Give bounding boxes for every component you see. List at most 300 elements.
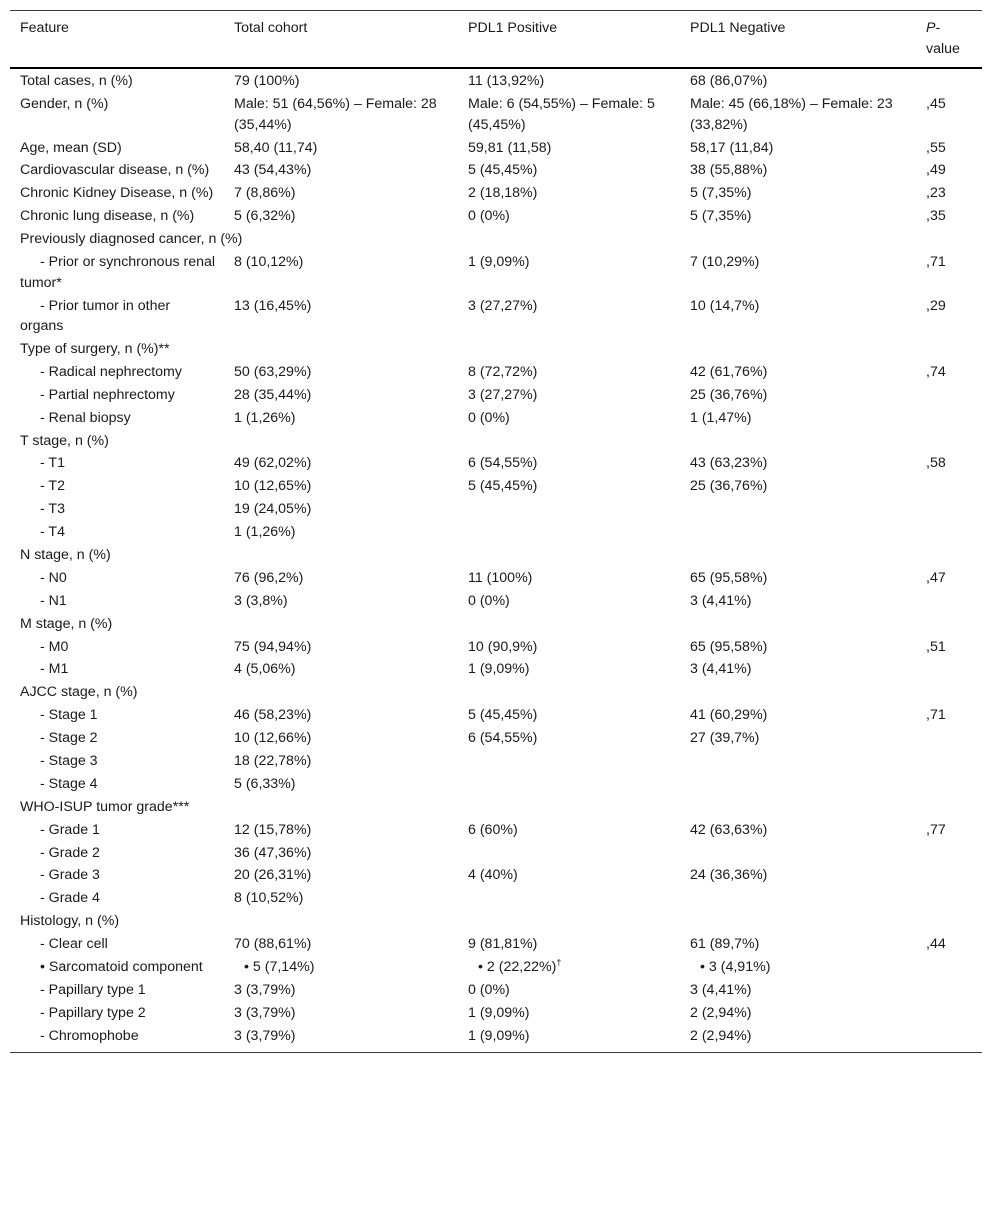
pdl1-positive-cell	[458, 842, 680, 865]
p-value-cell	[916, 1025, 982, 1053]
feature-cell-text: - Prior or synchronous renal tumor*	[20, 254, 216, 291]
feature-cell	[10, 498, 224, 521]
feature-cell	[10, 796, 224, 819]
total-cohort-cell-text: 20 (26,31%)	[234, 867, 312, 884]
table-row	[10, 498, 982, 521]
header-pdl1-negative: PDL1 Negative	[690, 20, 786, 36]
total-cohort-cell-text: 8 (10,52%)	[234, 890, 304, 907]
total-cohort-cell-text: 43 (54,43%)	[234, 162, 312, 179]
total-cohort-cell-text: 5 (6,33%)	[234, 775, 296, 792]
pdl1-negative-cell-text: 1 (1,47%)	[690, 409, 752, 426]
total-cohort-cell-text: 70 (88,61%)	[234, 936, 312, 953]
p-value-cell	[916, 475, 982, 498]
patient-characteristics-table	[10, 10, 982, 1053]
pdl1-negative-cell	[680, 636, 916, 659]
table-row	[10, 361, 982, 384]
total-cohort-cell	[224, 452, 458, 475]
total-cohort-cell	[224, 956, 458, 979]
pdl1-positive-cell	[458, 681, 680, 704]
feature-cell-text: - Prior tumor in other organs	[20, 297, 171, 335]
feature-cell-text: - T3	[40, 501, 65, 518]
p-value-cell	[916, 933, 982, 956]
feature-cell-text: - Clear cell	[40, 936, 108, 953]
pdl1-positive-cell-text: 0 (0%)	[468, 592, 510, 609]
pdl1-positive-cell	[458, 636, 680, 659]
pdl1-negative-cell-text: 25 (36,76%)	[690, 386, 768, 403]
p-value-cell	[916, 796, 982, 819]
table-row	[10, 159, 982, 182]
p-value-cell	[916, 544, 982, 567]
total-cohort-cell	[224, 182, 458, 205]
total-cohort-cell	[224, 613, 458, 636]
feature-cell-text: • Sarcomatoid component	[40, 959, 203, 976]
pdl1-negative-cell-text: 42 (63,63%)	[690, 821, 768, 838]
p-value-cell-text: ,74	[926, 363, 946, 380]
p-value-cell	[916, 93, 982, 136]
p-value-cell	[916, 68, 982, 93]
total-cohort-cell-text: 13 (16,45%)	[234, 297, 312, 314]
pdl1-positive-cell	[458, 452, 680, 475]
pdl1-positive-cell	[458, 251, 680, 294]
total-cohort-cell-text: 28 (35,44%)	[234, 386, 312, 403]
feature-cell-text: - Stage 3	[40, 753, 98, 770]
table-row	[10, 137, 982, 160]
total-cohort-cell	[224, 681, 458, 704]
pdl1-positive-cell	[458, 613, 680, 636]
table-row	[10, 251, 982, 294]
pdl1-positive-cell-text: 6 (54,55%)	[468, 455, 538, 472]
pdl1-negative-cell-text: 65 (95,58%)	[690, 638, 768, 655]
total-cohort-cell	[224, 727, 458, 750]
table-row	[10, 93, 982, 136]
table-row	[10, 475, 982, 498]
feature-cell-text: Histology, n (%)	[20, 913, 120, 930]
feature-cell	[10, 956, 224, 979]
pdl1-negative-cell	[680, 544, 916, 567]
footnote-marker: †	[556, 957, 562, 968]
feature-cell-text: - Papillary type 2	[40, 1004, 146, 1021]
p-value-cell	[916, 205, 982, 228]
total-cohort-cell	[224, 251, 458, 294]
pdl1-positive-cell-text: 4 (40%)	[468, 867, 518, 884]
pdl1-negative-cell-text: 61 (89,7%)	[690, 936, 760, 953]
pdl1-positive-cell	[458, 182, 680, 205]
pdl1-negative-cell	[680, 567, 916, 590]
pdl1-positive-cell	[458, 430, 680, 453]
pdl1-positive-cell-text: 1 (9,09%)	[468, 1004, 530, 1021]
pdl1-negative-cell-text: 27 (39,7%)	[690, 730, 760, 747]
pdl1-negative-cell	[680, 864, 916, 887]
pdl1-negative-cell	[680, 407, 916, 430]
pdl1-positive-cell-text: 3 (27,27%)	[468, 386, 538, 403]
feature-cell	[10, 910, 224, 933]
total-cohort-cell-text: 10 (12,66%)	[234, 730, 312, 747]
pdl1-positive-cell-text: 5 (45,45%)	[468, 478, 538, 495]
pdl1-positive-cell	[458, 773, 680, 796]
total-cohort-cell	[224, 475, 458, 498]
table-row	[10, 182, 982, 205]
total-cohort-cell	[224, 819, 458, 842]
pdl1-positive-cell-text: • 2 (22,22%)	[478, 959, 557, 976]
total-cohort-cell	[224, 93, 458, 136]
feature-cell	[10, 636, 224, 659]
pdl1-positive-cell	[458, 933, 680, 956]
pdl1-negative-cell	[680, 1025, 916, 1053]
total-cohort-cell-text: 36 (47,36%)	[234, 844, 312, 861]
pdl1-negative-cell-text: 3 (4,41%)	[690, 592, 752, 609]
p-value-cell	[916, 159, 982, 182]
pdl1-negative-cell	[680, 704, 916, 727]
feature-cell	[10, 361, 224, 384]
pdl1-positive-cell	[458, 93, 680, 136]
total-cohort-cell-text: 49 (62,02%)	[234, 455, 312, 472]
feature-cell-text: Total cases, n (%)	[20, 73, 133, 90]
feature-cell	[10, 773, 224, 796]
pdl1-negative-cell	[680, 796, 916, 819]
feature-cell	[10, 384, 224, 407]
pdl1-positive-cell	[458, 159, 680, 182]
feature-cell-text: Age, mean (SD)	[20, 139, 122, 156]
pdl1-positive-cell	[458, 910, 680, 933]
pdl1-positive-cell	[458, 384, 680, 407]
feature-cell	[10, 658, 224, 681]
feature-cell	[10, 567, 224, 590]
pdl1-positive-cell-text: 9 (81,81%)	[468, 936, 538, 953]
feature-cell	[10, 727, 224, 750]
feature-cell-text: Chronic Kidney Disease, n (%)	[20, 185, 214, 202]
table-row	[10, 521, 982, 544]
pdl1-positive-cell-text: 3 (27,27%)	[468, 297, 538, 314]
pdl1-positive-cell-text: 11 (13,92%)	[468, 73, 545, 90]
total-cohort-cell	[224, 658, 458, 681]
p-value-cell-text: ,45	[926, 96, 946, 113]
pdl1-positive-cell	[458, 887, 680, 910]
pdl1-negative-cell-text: 10 (14,7%)	[690, 297, 760, 314]
p-value-cell	[916, 1002, 982, 1025]
total-cohort-cell-text: 58,40 (11,74)	[234, 139, 318, 156]
p-value-cell	[916, 704, 982, 727]
p-value-cell	[916, 681, 982, 704]
header-p-value	[916, 11, 982, 69]
p-value-cell-text: ,29	[926, 297, 946, 314]
total-cohort-cell-text: 1 (1,26%)	[234, 409, 296, 426]
total-cohort-cell-text: 79 (100%)	[234, 73, 300, 90]
feature-cell-text: - Grade 3	[40, 867, 100, 884]
pdl1-negative-cell	[680, 361, 916, 384]
p-value-cell	[916, 956, 982, 979]
section-heading-cell: Previously diagnosed cancer, n (%)	[20, 231, 243, 248]
p-value-cell-text: ,55	[926, 139, 946, 156]
total-cohort-cell	[224, 498, 458, 521]
header-p-value-rest: -value	[926, 20, 960, 57]
p-value-cell	[916, 407, 982, 430]
p-value-cell	[916, 727, 982, 750]
pdl1-positive-cell-text: 2 (18,18%)	[468, 185, 538, 202]
table-row	[10, 68, 982, 93]
feature-cell	[10, 842, 224, 865]
feature-cell-text: - M0	[40, 638, 69, 655]
pdl1-negative-cell	[680, 773, 916, 796]
feature-cell	[10, 864, 224, 887]
table-row	[10, 636, 982, 659]
pdl1-negative-cell	[680, 979, 916, 1002]
pdl1-negative-cell-text: • 3 (4,91%)	[700, 959, 771, 976]
pdl1-negative-cell	[680, 933, 916, 956]
total-cohort-cell-text: 75 (94,94%)	[234, 638, 312, 655]
table-row	[10, 727, 982, 750]
pdl1-negative-cell-text: 41 (60,29%)	[690, 707, 768, 724]
feature-cell	[10, 137, 224, 160]
pdl1-positive-cell	[458, 407, 680, 430]
pdl1-positive-cell	[458, 567, 680, 590]
total-cohort-cell-text: Male: 51 (64,56%) – Female: 28 (35,44%)	[234, 96, 437, 133]
table-row	[10, 452, 982, 475]
p-value-cell	[916, 750, 982, 773]
feature-cell	[10, 1025, 224, 1053]
feature-cell-text: - Grade 1	[40, 821, 100, 838]
total-cohort-cell	[224, 68, 458, 93]
total-cohort-cell-text: 5 (6,32%)	[234, 208, 296, 225]
pdl1-negative-cell	[680, 182, 916, 205]
pdl1-negative-cell	[680, 384, 916, 407]
feature-cell-text: - Stage 1	[40, 707, 98, 724]
p-value-cell	[916, 613, 982, 636]
table-row	[10, 384, 982, 407]
pdl1-positive-cell-text: 8 (72,72%)	[468, 363, 538, 380]
pdl1-positive-cell-text: 5 (45,45%)	[468, 707, 538, 724]
total-cohort-cell	[224, 773, 458, 796]
pdl1-positive-cell-text: Male: 6 (54,55%) – Female: 5 (45,45%)	[468, 96, 655, 133]
total-cohort-cell	[224, 567, 458, 590]
pdl1-positive-cell	[458, 295, 680, 338]
total-cohort-cell	[224, 295, 458, 338]
pdl1-negative-cell-text: 58,17 (11,84)	[690, 139, 774, 156]
pdl1-negative-cell-text: 25 (36,76%)	[690, 478, 768, 495]
p-value-cell	[916, 521, 982, 544]
feature-cell-text: AJCC stage, n (%)	[20, 684, 138, 701]
pdl1-positive-cell	[458, 750, 680, 773]
p-value-cell-text: ,49	[926, 162, 946, 179]
total-cohort-cell-text: 1 (1,26%)	[234, 524, 296, 541]
total-cohort-cell-text: 10 (12,65%)	[234, 478, 312, 495]
pdl1-positive-cell	[458, 864, 680, 887]
table-row	[10, 933, 982, 956]
pdl1-positive-cell	[458, 704, 680, 727]
pdl1-negative-cell	[680, 842, 916, 865]
pdl1-negative-cell	[680, 475, 916, 498]
feature-cell	[10, 475, 224, 498]
pdl1-negative-cell	[680, 887, 916, 910]
pdl1-positive-cell	[458, 361, 680, 384]
p-value-cell	[916, 979, 982, 1002]
feature-cell-text: - Radical nephrectomy	[40, 363, 182, 380]
pdl1-positive-cell	[458, 137, 680, 160]
pdl1-positive-cell-text: 11 (100%)	[468, 569, 533, 586]
table-row	[10, 658, 982, 681]
pdl1-positive-cell-text: 1 (9,09%)	[468, 254, 530, 271]
total-cohort-cell-text: 3 (3,79%)	[234, 1027, 296, 1044]
p-value-cell	[916, 567, 982, 590]
total-cohort-cell-text: 50 (63,29%)	[234, 363, 312, 380]
table-row	[10, 430, 982, 453]
table-row	[10, 956, 982, 979]
table-row	[10, 295, 982, 338]
feature-cell-text: - T4	[40, 524, 65, 541]
total-cohort-cell-text: 3 (3,79%)	[234, 981, 296, 998]
pdl1-positive-cell-text: 1 (9,09%)	[468, 1027, 530, 1044]
feature-cell-text: Gender, n (%)	[20, 96, 109, 113]
total-cohort-cell	[224, 521, 458, 544]
feature-cell	[10, 159, 224, 182]
p-value-cell	[916, 864, 982, 887]
pdl1-negative-cell	[680, 1002, 916, 1025]
pdl1-negative-cell-text: 24 (36,36%)	[690, 867, 768, 884]
table-row	[10, 750, 982, 773]
feature-cell-text: - Papillary type 1	[40, 981, 146, 998]
total-cohort-cell	[224, 137, 458, 160]
pdl1-negative-cell-text: 68 (86,07%)	[690, 73, 768, 90]
total-cohort-cell	[224, 887, 458, 910]
pdl1-positive-cell-text: 0 (0%)	[468, 208, 510, 225]
pdl1-negative-cell	[680, 93, 916, 136]
feature-cell-text: - N0	[40, 569, 67, 586]
feature-cell	[10, 205, 224, 228]
pdl1-negative-cell	[680, 452, 916, 475]
pdl1-negative-cell-text: 3 (4,41%)	[690, 981, 752, 998]
p-value-cell	[916, 590, 982, 613]
feature-cell-text: Chronic lung disease, n (%)	[20, 208, 195, 225]
total-cohort-cell-text: 4 (5,06%)	[234, 661, 296, 678]
feature-cell	[10, 933, 224, 956]
p-value-cell-text: ,47	[926, 569, 946, 586]
p-value-cell	[916, 182, 982, 205]
pdl1-negative-cell-text: 7 (10,29%)	[690, 254, 760, 271]
p-value-cell-text: ,23	[926, 185, 946, 202]
pdl1-negative-cell	[680, 956, 916, 979]
pdl1-negative-cell	[680, 295, 916, 338]
pdl1-positive-cell	[458, 1002, 680, 1025]
total-cohort-cell	[224, 1002, 458, 1025]
pdl1-negative-cell	[680, 137, 916, 160]
pdl1-negative-cell	[680, 750, 916, 773]
pdl1-negative-cell	[680, 613, 916, 636]
table-row	[10, 567, 982, 590]
total-cohort-cell	[224, 590, 458, 613]
total-cohort-cell	[224, 159, 458, 182]
p-value-cell	[916, 636, 982, 659]
table-row	[10, 681, 982, 704]
feature-cell	[10, 452, 224, 475]
pdl1-positive-cell-text: 0 (0%)	[468, 409, 510, 426]
pdl1-positive-cell	[458, 727, 680, 750]
p-value-cell	[916, 658, 982, 681]
total-cohort-cell	[224, 750, 458, 773]
pdl1-negative-cell	[680, 590, 916, 613]
pdl1-negative-cell	[680, 681, 916, 704]
feature-cell	[10, 750, 224, 773]
total-cohort-cell	[224, 205, 458, 228]
total-cohort-cell-text: 76 (96,2%)	[234, 569, 304, 586]
table-row	[10, 338, 982, 361]
p-value-cell-text: ,71	[926, 707, 946, 724]
table-row	[10, 979, 982, 1002]
p-value-cell-text: ,71	[926, 254, 946, 271]
feature-cell-text: - Partial nephrectomy	[40, 386, 175, 403]
pdl1-positive-cell	[458, 521, 680, 544]
pdl1-negative-cell-text: 3 (4,41%)	[690, 661, 752, 678]
p-value-cell	[916, 842, 982, 865]
total-cohort-cell	[224, 636, 458, 659]
table-row	[10, 544, 982, 567]
pdl1-negative-cell-text: 2 (2,94%)	[690, 1004, 752, 1021]
table-row	[10, 590, 982, 613]
feature-cell	[10, 819, 224, 842]
total-cohort-cell	[224, 704, 458, 727]
table-row	[10, 1025, 982, 1053]
pdl1-negative-cell	[680, 727, 916, 750]
pdl1-negative-cell-text: 38 (55,88%)	[690, 162, 768, 179]
total-cohort-cell-text: 12 (15,78%)	[234, 821, 312, 838]
total-cohort-cell-text: 7 (8,86%)	[234, 185, 296, 202]
pdl1-negative-cell-text: 43 (63,23%)	[690, 455, 768, 472]
feature-cell-text: T stage, n (%)	[20, 432, 109, 449]
total-cohort-cell-text: • 5 (7,14%)	[244, 959, 315, 976]
header-row	[10, 11, 982, 69]
pdl1-negative-cell-text: 42 (61,76%)	[690, 363, 768, 380]
pdl1-negative-cell	[680, 251, 916, 294]
pdl1-negative-cell	[680, 159, 916, 182]
pdl1-positive-cell-text: 5 (45,45%)	[468, 162, 538, 179]
table-row	[10, 819, 982, 842]
feature-cell	[10, 590, 224, 613]
p-value-cell-text: ,35	[926, 208, 946, 225]
total-cohort-cell	[224, 910, 458, 933]
total-cohort-cell-text: 18 (22,78%)	[234, 753, 312, 770]
pdl1-positive-cell	[458, 979, 680, 1002]
feature-cell-text: Cardiovascular disease, n (%)	[20, 162, 210, 179]
total-cohort-cell	[224, 1025, 458, 1053]
p-value-cell	[916, 887, 982, 910]
feature-cell	[10, 613, 224, 636]
total-cohort-cell-text: 46 (58,23%)	[234, 707, 312, 724]
p-value-cell	[916, 819, 982, 842]
table-header	[10, 11, 982, 69]
pdl1-positive-cell-text: 1 (9,09%)	[468, 661, 530, 678]
total-cohort-cell	[224, 979, 458, 1002]
feature-cell	[10, 979, 224, 1002]
total-cohort-cell	[224, 384, 458, 407]
feature-cell	[10, 544, 224, 567]
feature-cell	[10, 251, 224, 294]
feature-cell-text: - T2	[40, 478, 65, 495]
pdl1-positive-cell	[458, 819, 680, 842]
p-value-cell	[916, 295, 982, 338]
table-row	[10, 796, 982, 819]
pdl1-positive-cell	[458, 544, 680, 567]
pdl1-positive-cell	[458, 956, 680, 979]
feature-cell	[10, 704, 224, 727]
feature-cell	[10, 93, 224, 136]
p-value-cell-text: ,44	[926, 936, 946, 953]
table-row	[10, 864, 982, 887]
p-value-cell	[916, 498, 982, 521]
table-row	[10, 613, 982, 636]
feature-cell-text: - Grade 2	[40, 844, 100, 861]
feature-cell	[10, 521, 224, 544]
p-value-cell	[916, 384, 982, 407]
total-cohort-cell	[224, 842, 458, 865]
p-value-cell	[916, 773, 982, 796]
